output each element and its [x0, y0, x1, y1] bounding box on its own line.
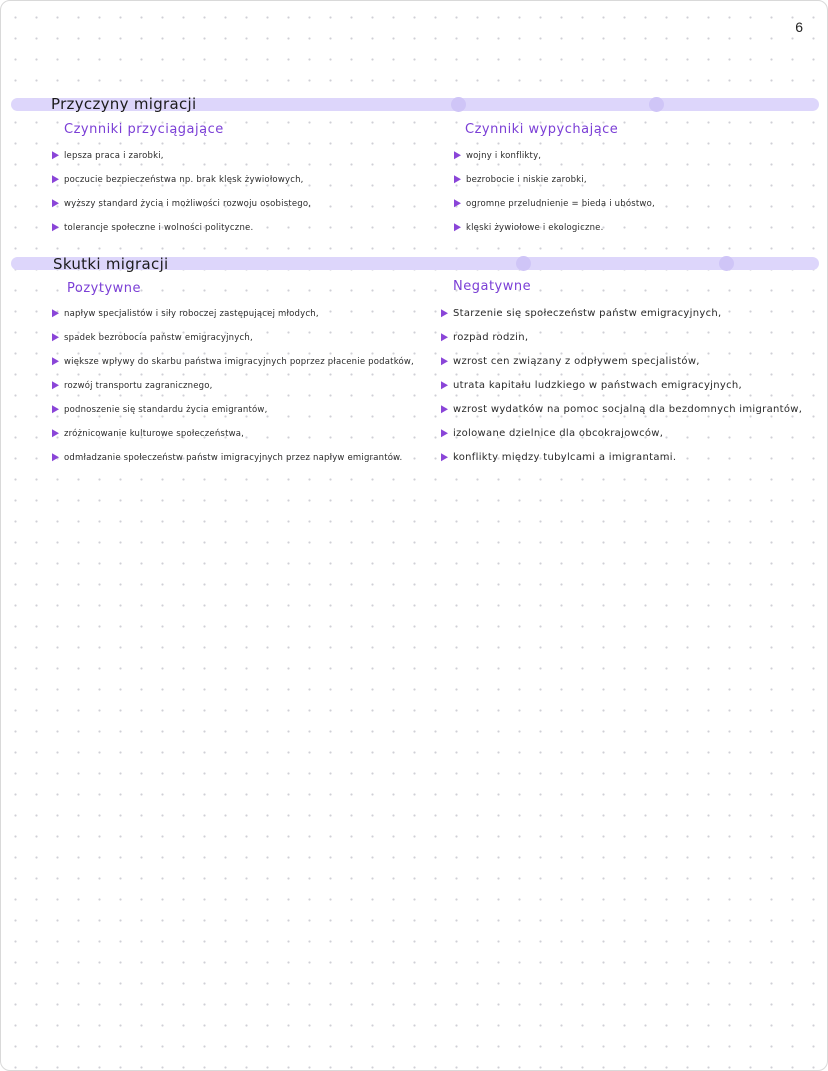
bullet-triangle-icon: [454, 223, 461, 231]
list-item: rozpad rodzin,: [441, 326, 802, 350]
bullet-triangle-icon: [441, 429, 448, 437]
positive-effects-list: [52, 302, 414, 470]
list-item: utrata kapitału ludzkiego w państwach emigracyjnych,: [441, 374, 802, 398]
bullet-triangle-icon: [441, 333, 448, 341]
bullet-triangle-icon: [441, 357, 448, 365]
list-item: konflikty między tubylcami a imigrantami.: [441, 446, 802, 470]
bullet-triangle-icon: [52, 357, 59, 365]
list-item: poczucie bezpieczeństwa np. brak klęsk żywiołowych,: [52, 168, 311, 192]
heading-negative: Negatywne: [453, 279, 532, 294]
bullet-triangle-icon: [441, 381, 448, 389]
list-item: wojny i konflikty,: [454, 144, 655, 168]
bullet-triangle-icon: [52, 199, 59, 207]
section-title-effects: Skutki migracji: [53, 255, 169, 273]
bullet-triangle-icon: [52, 309, 59, 317]
section-title-causes: Przyczyny migracji: [51, 95, 197, 113]
page-number: 6: [795, 19, 803, 35]
heading-positive: Pozytywne: [67, 281, 142, 296]
list-item: wzrost cen związany z odpływem specjalistów,: [441, 350, 802, 374]
band-dot: [451, 97, 466, 112]
heading-pull-factors: Czynniki przyciągające: [64, 122, 224, 137]
bullet-triangle-icon: [52, 333, 59, 341]
list-item: izolowane dzielnice dla obcokrajowców,: [441, 422, 802, 446]
list-item: rozwój transportu zagranicznego,: [52, 374, 414, 398]
list-item: tolerancje społeczne i wolności polityczne.: [52, 216, 311, 240]
bullet-triangle-icon: [52, 223, 59, 231]
list-item: lepsza praca i zarobki,: [52, 144, 311, 168]
list-item: wzrost wydatków na pomoc socjalną dla bezdomnych imigrantów,: [441, 398, 802, 422]
list-item: bezrobocie i niskie zarobki,: [454, 168, 655, 192]
heading-push-factors: Czynniki wypychające: [465, 122, 619, 137]
bullet-triangle-icon: [454, 175, 461, 183]
list-item: zróżnicowanie kulturowe społeczeństwa,: [52, 422, 414, 446]
bullet-triangle-icon: [52, 151, 59, 159]
negative-effects-list: [441, 302, 802, 470]
list-item: większe wpływy do skarbu państwa imigracyjnych poprzez płacenie podatków,: [52, 350, 414, 374]
list-item: wyższy standard życia i możliwości rozwoju osobistego,: [52, 192, 311, 216]
band-dot: [516, 256, 531, 271]
list-item: Starzenie się społeczeństw państw emigracyjnych,: [441, 302, 802, 326]
band-dot: [649, 97, 664, 112]
list-item: podnoszenie się standardu życia emigrantów,: [52, 398, 414, 422]
bullet-triangle-icon: [441, 405, 448, 413]
bullet-triangle-icon: [52, 429, 59, 437]
list-item: ogromne przeludnienie = bieda i ubóstwo,: [454, 192, 655, 216]
bullet-triangle-icon: [52, 453, 59, 461]
list-item: odmładzanie społeczeństw państw imigracyjnych przez napływ emigrantów.: [52, 446, 414, 470]
bullet-triangle-icon: [441, 453, 448, 461]
push-factors-list: [454, 144, 655, 240]
list-item: klęski żywiołowe i ekologiczne.: [454, 216, 655, 240]
bullet-triangle-icon: [454, 151, 461, 159]
bullet-triangle-icon: [441, 309, 448, 317]
bullet-triangle-icon: [52, 175, 59, 183]
band-dot: [719, 256, 734, 271]
pull-factors-list: [52, 144, 311, 240]
list-item: spadek bezrobocia państw emigracyjnych,: [52, 326, 414, 350]
bullet-triangle-icon: [454, 199, 461, 207]
bullet-triangle-icon: [52, 381, 59, 389]
list-item: napływ specjalistów i siły roboczej zastępującej młodych,: [52, 302, 414, 326]
bullet-triangle-icon: [52, 405, 59, 413]
